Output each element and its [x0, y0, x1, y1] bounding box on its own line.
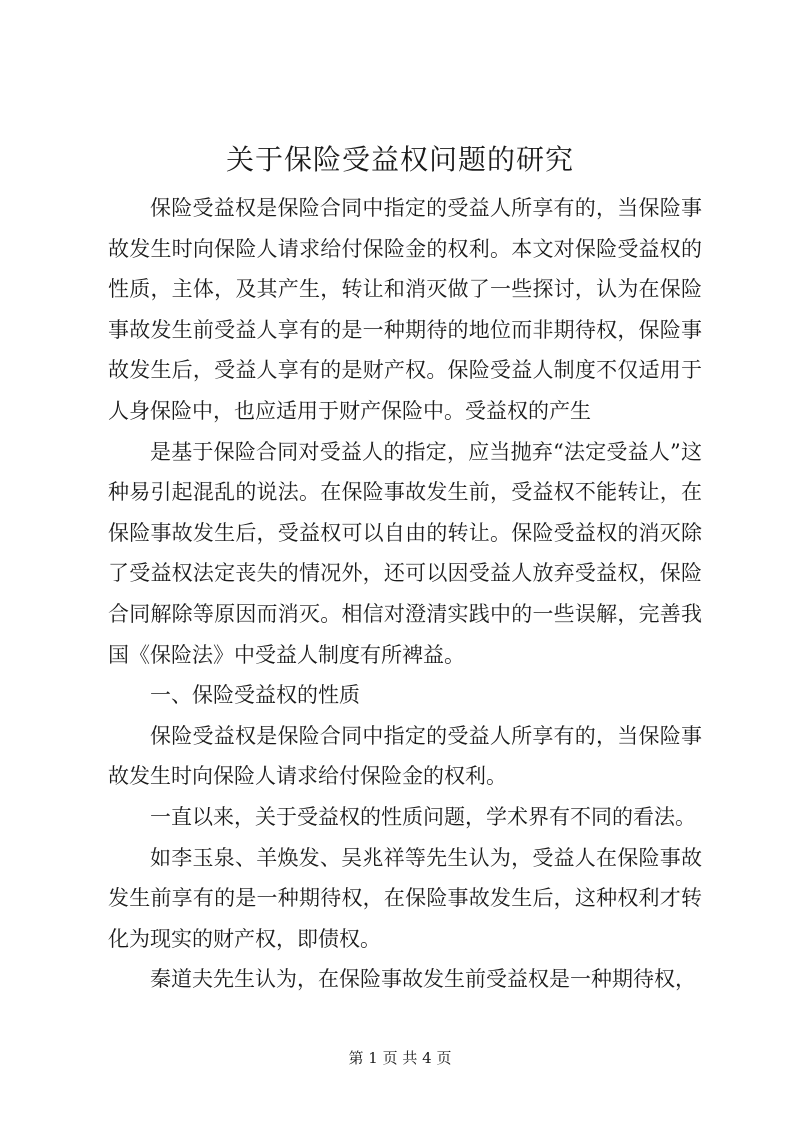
paragraph: 保险受益权是保险合同中指定的受益人所享有的，当保险事故发生时向保险人请求给付保险金的权利。本文对保险受益权的性质，主体，及其产生，转让和消灭做了一些探讨，认为在保险事故发生前受益人享有的是一种期待的地位而非期待权，保险事故发生后，受益人享有的是财产权。保险受益人制度不仅适用于人身保险中，也应适用于财产保险中。受益权的产生 — [108, 196, 702, 423]
paragraph: 如李玉泉、羊焕发、吴兆祥等先生认为，受益人在保险事故发生前享有的是一种期待权，在保险事故发生后，这种权利才转化为现实的财产权，即债权。 — [108, 845, 702, 951]
paragraph: 一直以来，关于受益权的性质问题，学术界有不同的看法。 — [150, 804, 696, 829]
page-number-footer: 第 1 页 共 4 页 — [348, 1049, 452, 1067]
paragraph: 秦道夫先生认为，在保险事故发生前受益权是一种期待权， — [150, 967, 696, 992]
paragraph: 是基于保险合同对受益人的指定，应当抛弃“法定受益人”这种易引起混乱的说法。在保险事故发生前，受益权不能转让，在保险事故发生后，受益权可以自由的转让。保险受益权的消灭除了受益权法定丧失的情况外，还可以因受益人放弃受益权，保险合同解除等原因而消灭。相信对澄清实践中的一些误解，完善我国《保险法》中受益人制度有所裨益。 — [108, 439, 702, 667]
section-heading: 一、保险受益权的性质 — [150, 683, 360, 708]
paragraph: 保险受益权是保险合同中指定的受益人所享有的，当保险事故发生时向保险人请求给付保险金的权利。 — [108, 723, 702, 789]
document-body — [108, 188, 702, 1000]
document-title: 关于保险受益权问题的研究 — [225, 143, 574, 176]
